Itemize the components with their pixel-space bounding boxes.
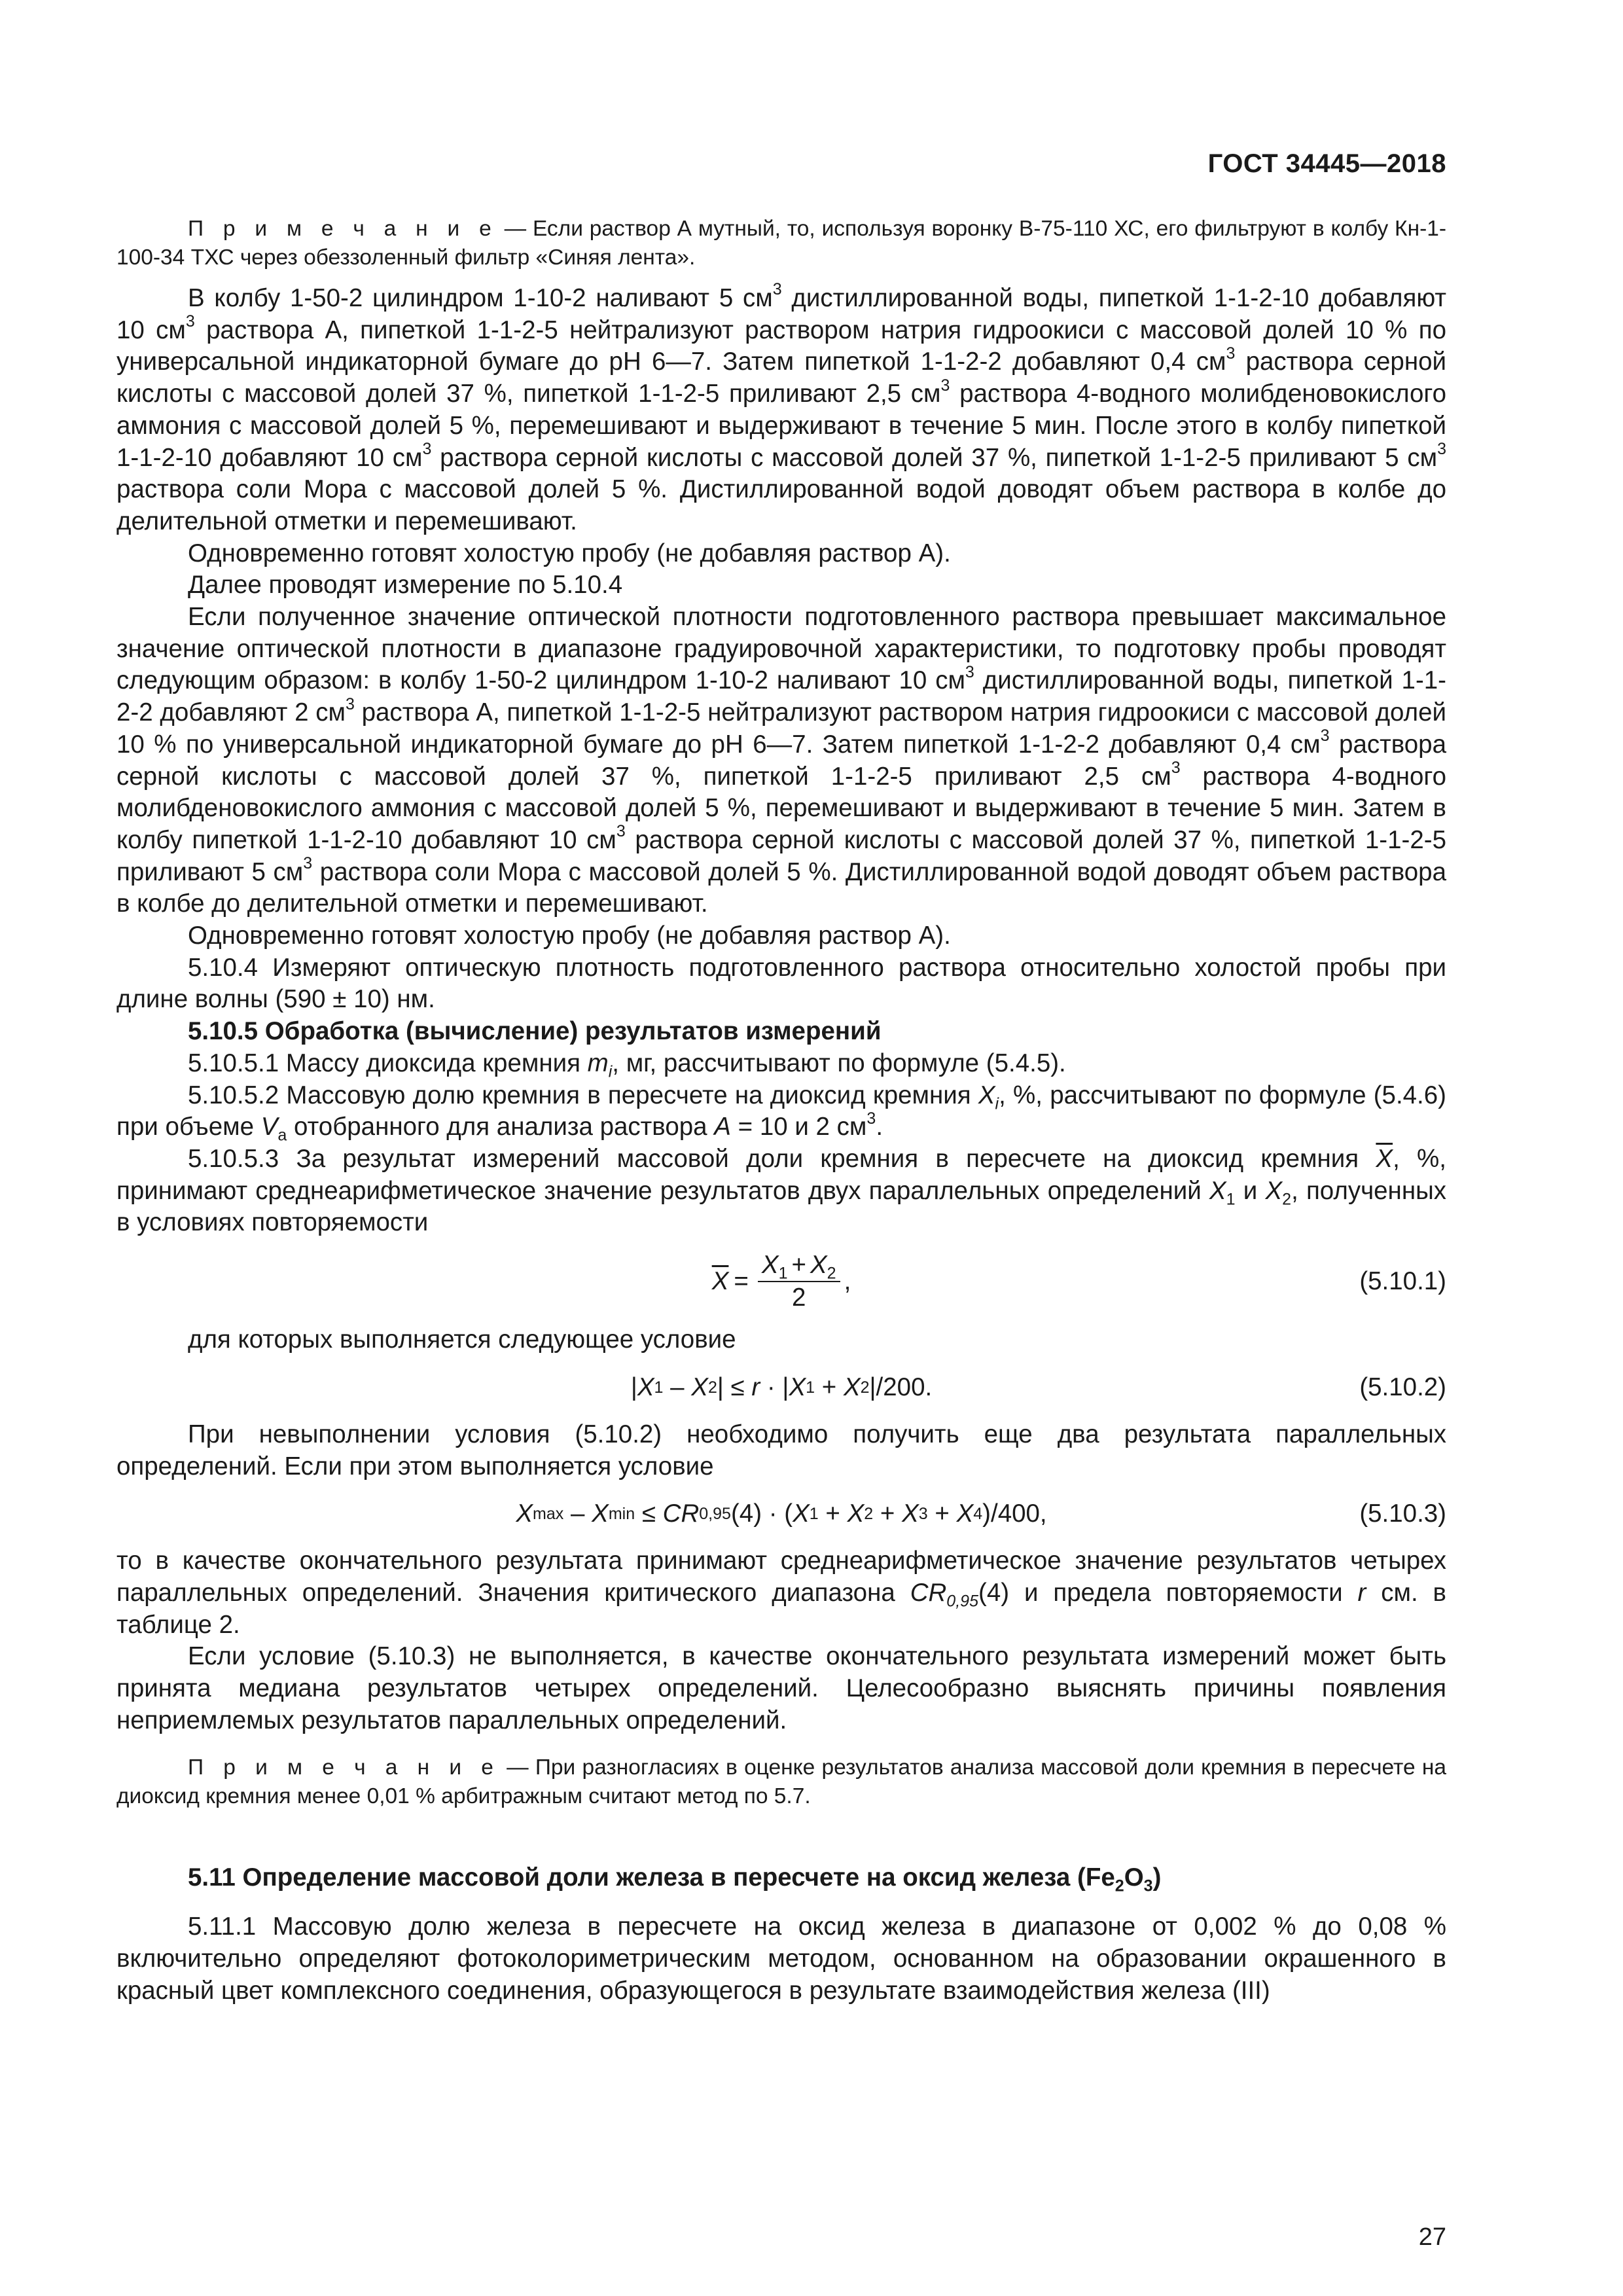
text-run: раствора серной кислоты с массовой долей 37 %, пипеткой 1-1-2-5 приливают 5 см bbox=[431, 443, 1438, 472]
text-run: раствора А, пипеткой 1-1-2-5 нейтрализуют раствором натрия гидроокиси с массовой долей 10 % по универсальной индикаторной бумаге до рН 6—7. Затем пипеткой 1-1-2-2 добавляют 0,4 см bbox=[116, 315, 1446, 376]
section-heading-5-11 bbox=[116, 1862, 1446, 1894]
math-symbol: | ≤ bbox=[717, 1372, 752, 1401]
math-symbol: | bbox=[630, 1372, 637, 1401]
text-run: 5.10.5.3 За результат измерений массовой доли кремния в пересчете на диоксид кремния bbox=[188, 1144, 1376, 1173]
math-symbol: – bbox=[663, 1372, 692, 1401]
superscript: 3 bbox=[1437, 439, 1447, 458]
math-variable: X bbox=[793, 1499, 810, 1528]
math-variable: X bbox=[516, 1499, 533, 1528]
math-variable: X bbox=[978, 1081, 995, 1109]
math-symbol: + bbox=[927, 1499, 957, 1528]
superscript: 3 bbox=[616, 822, 626, 841]
math-variable: X bbox=[1265, 1176, 1283, 1205]
superscript: 3 bbox=[866, 1109, 876, 1128]
math-variable-mean: $\overline{X}$ bbox=[711, 1267, 729, 1296]
math-symbol: (4) · ( bbox=[730, 1499, 793, 1528]
math-variable: r bbox=[1357, 1578, 1366, 1607]
math-subscript: 1 bbox=[778, 1264, 788, 1283]
formula-number: (5.10.2) bbox=[1359, 1372, 1446, 1401]
text-run: 5.10.5.2 Массовую долю кремния в пересчете на диоксид кремния bbox=[188, 1081, 978, 1109]
math-symbol: )/400, bbox=[982, 1499, 1047, 1528]
equals-sign: = bbox=[734, 1267, 749, 1296]
text-run: отобранного для анализа раствора bbox=[287, 1113, 715, 1141]
text-run: (4) и предела повторяемости bbox=[978, 1578, 1358, 1607]
math-subscript: 1 bbox=[1226, 1190, 1236, 1209]
paragraph-retest: При невыполнении условия (5.10.2) необходимо получить еще два результата параллельных определений. Если при этом выполняется условие bbox=[116, 1420, 1446, 1480]
formula-comma: , bbox=[844, 1267, 851, 1296]
math-symbol: – bbox=[563, 1499, 592, 1528]
paragraph-condition-intro: для которых выполняется следующее условие bbox=[188, 1325, 736, 1354]
math-variable: A bbox=[714, 1113, 731, 1141]
math-symbol: · | bbox=[760, 1372, 789, 1401]
document-body bbox=[116, 215, 1446, 2007]
note-text: — При разногласиях в оценке результатов анализа массовой доли кремния в пересчете на диоксид кремния менее 0,01 % арбитражным считают метод по 5.7. bbox=[116, 1755, 1446, 1809]
math-variable: X bbox=[810, 1251, 827, 1280]
spacer bbox=[116, 1811, 1446, 1862]
superscript: 3 bbox=[422, 439, 432, 458]
text-run: раствора соли Мора с массовой долей 5 %. Дистиллированной водой доводят объем раствора в колбе до делительной отметки и перемешивают. bbox=[116, 475, 1446, 535]
formula-body bbox=[116, 1239, 1446, 1324]
math-variable: X bbox=[592, 1499, 609, 1528]
superscript: 3 bbox=[940, 376, 950, 395]
math-variable: X bbox=[761, 1251, 779, 1280]
paragraph-high-density bbox=[116, 601, 1446, 920]
superscript: 3 bbox=[185, 312, 195, 331]
plus-sign: + bbox=[791, 1251, 806, 1280]
text-run: раствора А, пипеткой 1-1-2-5 нейтрализуют раствором натрия гидроокиси с массовой долей 10 % по универсальной индикаторной бумаге до рН 6—7. Затем пипеткой 1-1-2-2 добавляют 0,4 см bbox=[116, 698, 1446, 759]
text-run: В колбу 1-50-2 цилиндром 1-10-2 наливают 5 см bbox=[188, 284, 773, 312]
math-variable: X bbox=[637, 1372, 654, 1401]
superscript: 3 bbox=[303, 854, 313, 873]
text-run: 5.10.5.1 Массу диоксида кремния bbox=[188, 1049, 588, 1077]
formula-5-10-2 bbox=[116, 1356, 1446, 1419]
math-subscript: a bbox=[277, 1126, 287, 1145]
paragraph-5-10-5-2 bbox=[116, 1080, 1446, 1143]
paragraph-blank-sample: Одновременно готовят холостую пробу (не добавляя раствор А). bbox=[188, 539, 951, 567]
math-subscript: 0,95 bbox=[946, 1592, 978, 1611]
formula-5-10-1 bbox=[116, 1239, 1446, 1324]
paragraph-5-10-5-1 bbox=[116, 1048, 1446, 1080]
paragraph-flask-procedure bbox=[116, 280, 1447, 538]
text-run: раствора серной кислоты с массовой долей 37 %, пипеткой 1-1-2-5 приливают 2,5 см bbox=[116, 348, 1447, 408]
math-symbol: |/200. bbox=[869, 1372, 933, 1401]
text-run: = 10 и 2 см bbox=[730, 1113, 867, 1141]
math-variable: m bbox=[587, 1049, 609, 1077]
formula-number: (5.10.1) bbox=[1359, 1267, 1446, 1296]
text-run: , полученных в условиях повторяемости bbox=[116, 1176, 1447, 1237]
note-text: — Если раствор А мутный, то, используя воронку В-75-110 ХС, его фильтруют в колбу Кн-1-100-34 ТХС через обеззоленный фильтр «Синяя лента». bbox=[116, 217, 1447, 270]
formula-body: X max – X min ≤ CR 0,95 (4) · ( X 1 + X 2 + X 3 + X 4 )/400, bbox=[516, 1499, 1047, 1528]
formula-body: | X 1 – X 2 | ≤ r · | X 1 + X 2 |/200. bbox=[630, 1372, 933, 1401]
math-variable: X bbox=[956, 1499, 974, 1528]
text-run: . bbox=[876, 1113, 883, 1141]
text-run: раствора 4-водного молибденовокислого аммония с массовой долей 5 %, перемешивают и выдерживают в течение 5 мин. Затем в колбу пипеткой 1-1-2-10 добавляют 10 см bbox=[116, 762, 1446, 854]
math-variable: r bbox=[751, 1372, 760, 1401]
math-variable: X bbox=[902, 1499, 919, 1528]
paragraph-5-10-4: 5.10.4 Измеряют оптическую плотность подготовленного раствора относительно холостой пробы при длине волны (590 ± 10) нм. bbox=[116, 953, 1446, 1014]
chem-subscript: 3 bbox=[1143, 1877, 1153, 1896]
math-variable: X bbox=[691, 1372, 708, 1401]
math-subscript: i bbox=[995, 1094, 999, 1113]
text-run: , %, рассчитывают по формуле (5.4.6) при объеме bbox=[116, 1081, 1446, 1141]
note-label: П р и м е ч а н и е bbox=[188, 1755, 500, 1780]
paragraph-5-10-5-3 bbox=[116, 1143, 1446, 1239]
math-subscript: 2 bbox=[1282, 1190, 1292, 1209]
text-run: ) bbox=[1152, 1863, 1162, 1892]
text-run: см. в таблице 2. bbox=[116, 1578, 1446, 1639]
formula-5-10-3 bbox=[116, 1482, 1446, 1545]
math-variable: CR bbox=[910, 1578, 947, 1607]
superscript: 3 bbox=[965, 662, 974, 681]
text-run: раствора серной кислоты с массовой долей 37 %, пипеткой 1-1-2-5 приливают 2,5 см bbox=[116, 730, 1446, 791]
math-symbol: + bbox=[873, 1499, 902, 1528]
superscript: 3 bbox=[1171, 758, 1181, 777]
document-page bbox=[116, 131, 1446, 2251]
math-variable: X bbox=[1209, 1176, 1226, 1205]
text-run: раствора серной кислоты с массовой долей 37 %, пипеткой 1-1-2-5 приливают 5 см bbox=[116, 825, 1446, 886]
paragraph-median: Если условие (5.10.3) не выполняется, в качестве окончательного результата измерений может быть принята медиана результатов четырех определений. Целесообразно выяснять причины появления неприемлемых результатов параллельных определений. bbox=[116, 1642, 1446, 1734]
text-run: , %, принимают среднеарифметическое значение результатов двух параллельных определений bbox=[116, 1144, 1446, 1205]
page-number: 27 bbox=[1418, 2223, 1446, 2251]
math-variable-mean: $\overline{X}$ bbox=[1376, 1144, 1393, 1173]
text-run: дистиллированной воды, пипеткой 1-1-2-10 добавляют 10 см bbox=[116, 284, 1446, 344]
math-subscript: 2 bbox=[827, 1264, 836, 1283]
superscript: 3 bbox=[1226, 344, 1236, 363]
text-run: и bbox=[1235, 1176, 1266, 1205]
paragraph-blank-sample-2: Одновременно готовят холостую пробу (не добавляя раствор А). bbox=[188, 922, 951, 950]
text-run: раствора соли Мора с массовой долей 5 %. Дистиллированной водой доводят объем раствора в колбе до делительной отметки и перемешивают. bbox=[116, 857, 1447, 918]
text-run: , мг, рассчитывают по формуле (5.4.5). bbox=[612, 1049, 1066, 1077]
formula-number: (5.10.3) bbox=[1359, 1499, 1446, 1528]
text-run: 5.11 Определение массовой доли железа в пересчете на оксид железа (Fe bbox=[188, 1863, 1115, 1892]
math-variable: X bbox=[843, 1372, 861, 1401]
superscript: 3 bbox=[772, 280, 782, 299]
note-label: П р и м е ч а н и е bbox=[188, 217, 498, 241]
math-variable: CR bbox=[662, 1499, 700, 1528]
fraction bbox=[758, 1251, 840, 1312]
fraction-denominator: 2 bbox=[792, 1283, 806, 1312]
math-symbol: + bbox=[815, 1372, 844, 1401]
spacer bbox=[116, 1894, 1446, 1911]
math-symbol: + bbox=[818, 1499, 847, 1528]
text-run: O bbox=[1124, 1863, 1144, 1892]
superscript: 3 bbox=[1320, 726, 1330, 745]
document-header: ГОСТ 34445—2018 bbox=[1207, 149, 1446, 178]
note-1 bbox=[116, 215, 1446, 272]
text-run: то в качестве окончательного результата принимают среднеарифметическое значение результатов четырех параллельных определений. Значения критического диапазона bbox=[116, 1547, 1446, 1607]
note-2 bbox=[116, 1753, 1446, 1811]
spacer bbox=[116, 1736, 1446, 1753]
chem-subscript: 2 bbox=[1115, 1877, 1124, 1896]
section-heading-5-10-5: 5.10.5 Обработка (вычисление) результатов измерений bbox=[188, 1017, 882, 1046]
text-run: раствора 4-водного молибденовокислого аммония с массовой долей 5 %, перемешивают и выдерживают в течение 5 мин. После этого в колбу пипеткой 1-1-2-10 добавляют 10 см bbox=[116, 380, 1446, 472]
text-run: Если полученное значение оптической плотности подготовленного раствора превышает максимальное значение оптической плотности в диапазоне градуировочной характеристики, то подготовку пробы проводят следующим образом: в колбу 1-50-2 цилиндром 1-10-2 наливают 10 см bbox=[116, 603, 1446, 695]
superscript: 3 bbox=[345, 694, 355, 713]
fraction-numerator bbox=[758, 1251, 840, 1282]
math-variable: X bbox=[789, 1372, 806, 1401]
math-variable: V bbox=[260, 1113, 278, 1141]
text-run: дистиллированной воды, пипеткой 1-1-2-2 добавляют 2 см bbox=[116, 666, 1446, 727]
math-subscript: i bbox=[608, 1062, 613, 1081]
math-symbol: ≤ bbox=[635, 1499, 663, 1528]
paragraph-measurement-ref: Далее проводят измерение по 5.10.4 bbox=[188, 571, 623, 600]
paragraph-5-11-1: 5.11.1 Массовую долю железа в пересчете на оксид железа в диапазоне от 0,002 % до 0,08 % включительно определяют фотоколориметрическим методом, основанном на образовании окрашенного в красный цвет комплексного соединения, образующегося в результате взаимодействия железа (III) bbox=[116, 1912, 1446, 2005]
paragraph-final-result bbox=[116, 1545, 1446, 1641]
math-variable: X bbox=[847, 1499, 865, 1528]
